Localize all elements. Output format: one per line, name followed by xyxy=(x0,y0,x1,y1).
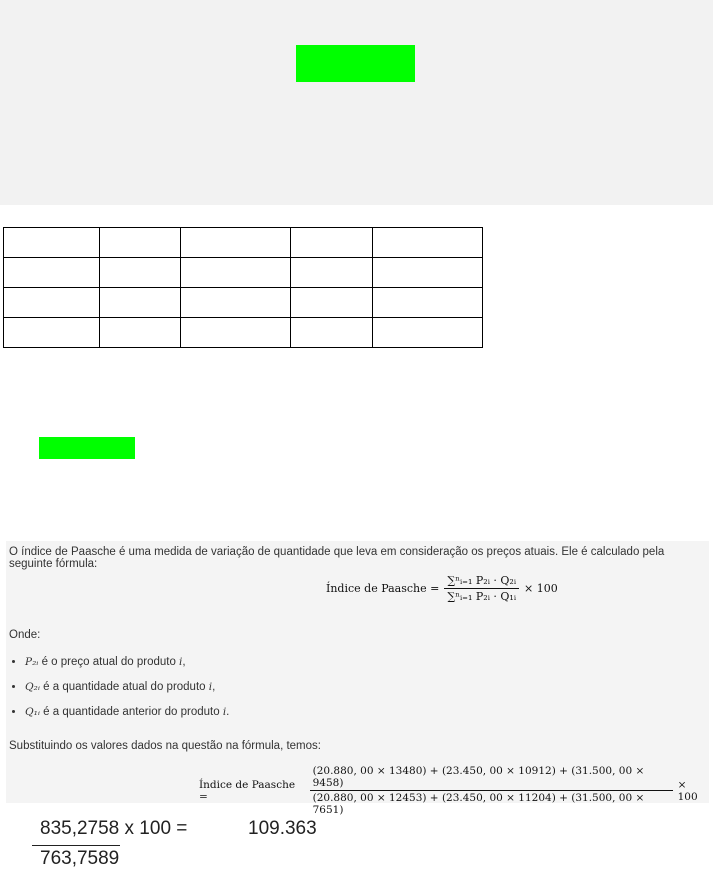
substitution-text: Substituindo os valores dados na questão na fórmula, temos: xyxy=(9,740,321,752)
highlight-bar-middle xyxy=(39,437,135,459)
table-cell xyxy=(181,288,291,318)
calculation-top-line xyxy=(40,818,187,840)
calculation-result: 109.363 xyxy=(248,818,317,839)
formula-denominator: ∑ⁿᵢ₌₁ P₂ᵢ · Q₁ᵢ xyxy=(447,590,517,603)
definition-symbol: Q₂ᵢ xyxy=(25,681,40,693)
calculation-operator: x 100 = xyxy=(124,818,188,839)
table-cell xyxy=(373,228,483,258)
definition-symbol: Q₁ᵢ xyxy=(25,706,40,718)
formula2-fraction xyxy=(310,765,673,816)
table-cell xyxy=(100,288,181,318)
definition-symbol: P₂ᵢ xyxy=(25,656,39,668)
definition-end: , xyxy=(212,681,216,693)
calculation-numerator: 835,2758 xyxy=(40,818,120,839)
list-item xyxy=(25,653,229,678)
formula-numerator: ∑ⁿᵢ₌₁ P₂ᵢ · Q₂ᵢ xyxy=(444,574,519,589)
data-table xyxy=(3,227,483,348)
list-item xyxy=(25,678,229,703)
table-cell xyxy=(181,318,291,348)
formula2-rhs: × 100 xyxy=(677,778,698,803)
definition-var: i xyxy=(179,656,183,668)
formula-fraction xyxy=(444,574,519,603)
intro-text: O índice de Paasche é uma medida de variação de quantidade que leva em consideração os preços atuais. Ele é calculado pela seguinte fórmula: xyxy=(9,546,665,570)
table-row xyxy=(4,288,483,318)
onde-label: Onde: xyxy=(9,629,41,641)
definitions-list xyxy=(9,653,229,728)
table-cell xyxy=(373,288,483,318)
table-cell xyxy=(181,228,291,258)
formula2-numerator: (20.880, 00 × 13480) + (23.450, 00 × 10912) + (31.500, 00 × 9458) xyxy=(310,765,673,791)
table-cell xyxy=(373,258,483,288)
paasche-formula xyxy=(326,574,558,603)
definition-end: . xyxy=(226,706,230,718)
calculation-denominator: 763,7589 xyxy=(40,848,120,869)
table-row xyxy=(4,318,483,348)
definition-var: i xyxy=(222,706,227,718)
definition-end: , xyxy=(182,656,186,668)
substituted-formula xyxy=(199,765,709,816)
definition-var: i xyxy=(208,681,213,693)
fraction-rule xyxy=(32,845,120,846)
table-cell xyxy=(181,258,291,288)
table-cell xyxy=(373,318,483,348)
table-cell xyxy=(291,228,373,258)
answer-panel xyxy=(6,541,709,816)
formula2-denominator: (20.880, 00 × 12453) + (23.450, 00 × 11204) + (31.500, 00 × 7651) xyxy=(312,792,645,816)
formula-lhs: Índice de Paasche = xyxy=(326,582,440,595)
definition-text: é o preço atual do produto xyxy=(38,656,180,668)
table-cell xyxy=(291,318,373,348)
highlight-bar-top xyxy=(296,45,415,82)
definition-text: é a quantidade anterior do produto xyxy=(39,706,223,718)
formula2-lhs: Índice de Paasche = xyxy=(199,778,296,803)
table-cell xyxy=(291,288,373,318)
list-item xyxy=(25,703,229,728)
table-cell xyxy=(4,318,100,348)
table-cell xyxy=(4,258,100,288)
formula-rhs: × 100 xyxy=(524,582,558,595)
definition-text: é a quantidade atual do produto xyxy=(39,681,209,693)
table-cell xyxy=(4,228,100,258)
table-cell xyxy=(291,258,373,288)
table-cell xyxy=(4,288,100,318)
table-cell xyxy=(100,258,181,288)
table-row xyxy=(4,258,483,288)
question-header-panel xyxy=(0,0,713,205)
table-cell xyxy=(100,318,181,348)
table-row xyxy=(4,228,483,258)
table-cell xyxy=(100,228,181,258)
